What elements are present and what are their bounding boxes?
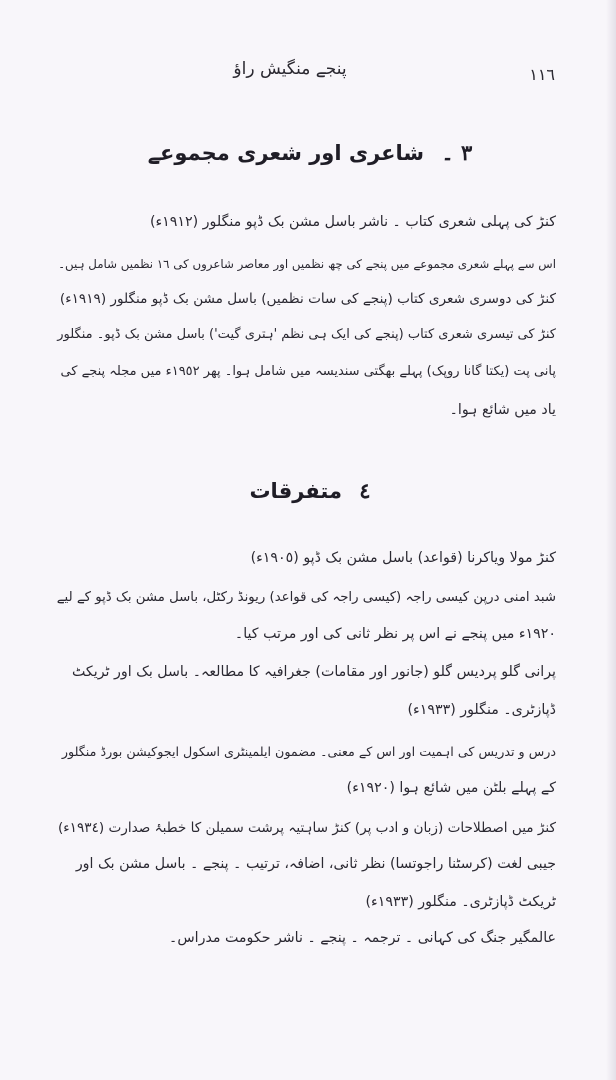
text-line: عالمگیر جنگ کی کہانی ۔ ترجمہ ۔ پنجے ۔ ناشر حکومت مدراس۔ [169,930,556,946]
text-line: ٹریکٹ ڈپازٹری۔ منگلور (١٩٣٣ء) [365,894,556,910]
text-line: کنڑ مولا ویاکرنا (قواعد) باسل مشن بک ڈپو (١٩٠٥ء) [250,550,556,566]
page-number: ١١٦ [529,65,555,84]
text-line: کے پہلے بلٹن میں شائع ہوا (١٩٢٠ء) [346,780,556,796]
text-line: اس سے پہلے شعری مجموعے میں پنجے کی چھ نظمیں اور معاصر شاعروں کی ١٦ نظمیں شامل ہیں۔ [58,257,556,271]
text-line: درس و تدریس کی اہمیت اور اس کے معنی۔ مضمون ایلمینٹری اسکول ایجوکیشن بورڈ منگلور [61,744,556,759]
text-line: پانی پت (یکتا گانا روپک) پہلے بھگتی سندیسہ میں شامل ہوا۔ پھر ١٩٥٢ء میں مجلہ پنجے کی [60,364,556,379]
section-number: ٣ ۔ [441,140,473,165]
section-number: ٤ [359,478,371,503]
section-title: شاعری اور شعری مجموعے [147,141,425,165]
running-head: پنجے منگیش راؤ [233,59,347,79]
text-line: ١٩٢٠ء میں پنجے نے اس پر نظر ثانی کی اور مرتب کیا۔ [234,626,556,642]
text-line: کنڑ کی پہلی شعری کتاب ۔ ناشر باسل مشن بک ڈپو منگلور (١٩١٢ء) [149,214,556,230]
text-line: کنڑ کی دوسری شعری کتاب (پنجے کی سات نظمیں) باسل مشن بک ڈپو منگلور (١٩١٩ء) [59,291,556,307]
text-line: شبد امنی درپن کیسی راجہ (کیسی راجہ کی قواعد) ریونڈ رکٹل، باسل مشن بک ڈپو کے لیے [56,590,556,605]
section-heading-misc [140,478,480,503]
text-line: کنڑ کی تیسری شعری کتاب (پنجے کی ایک ہی نظم 'ہتری گیت') باسل مشن بک ڈپو۔ منگلور [57,327,556,342]
text-line: پرانی گلو پردیس گلو (جانور اور مقامات) جغرافیہ کا مطالعہ۔ باسل بک اور ٹریکٹ [71,664,556,680]
section-heading-poetry [140,140,480,165]
text-line: جیبی لغت (کرسٹنا راجوتسا) نظر ثانی، اضافہ، ترتیب ۔ پنجے ۔ باسل مشن بک اور [75,856,556,872]
section-title: متفرقات [249,479,342,503]
text-line: یاد میں شائع ہوا۔ [449,402,556,418]
text-line: کنڑ میں اصطلاحات (زبان و ادب پر) کنڑ ساہتیہ پرشت سمیلن کا خطبۂ صدارت (١٩٣٤ء) [57,820,556,836]
text-line: ڈپازٹری۔ منگلور (١٩٣٣ء) [407,702,556,718]
